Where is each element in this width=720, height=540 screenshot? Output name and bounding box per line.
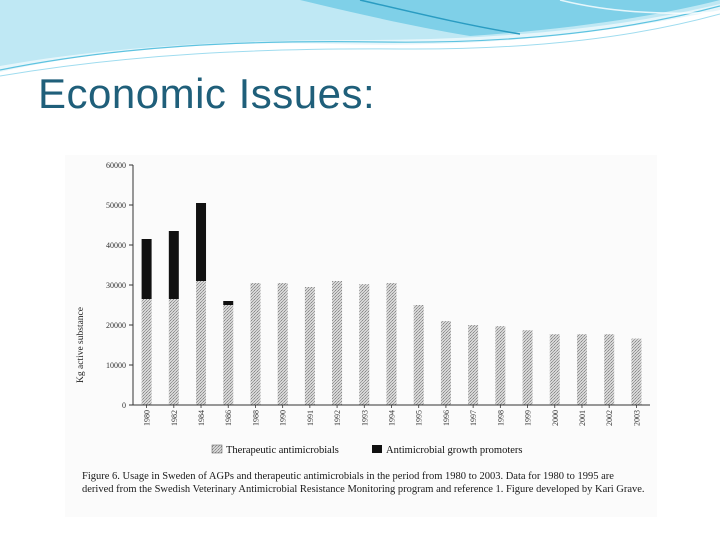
x-tick-label: 1988 <box>251 410 261 426</box>
x-tick-label: 1984 <box>197 410 207 426</box>
bar-growth-promoters <box>169 231 179 299</box>
y-tick-label: 60000 <box>106 161 126 170</box>
bar-chart <box>65 155 657 517</box>
x-tick-label: 1996 <box>441 410 451 426</box>
bar-therapeutic <box>604 334 614 405</box>
x-tick-label: 1982 <box>169 410 179 426</box>
y-axis-title: Kg active substance <box>76 307 86 383</box>
x-tick-label: 1995 <box>414 410 424 426</box>
bar-growth-promoters <box>223 301 233 305</box>
x-tick-label: 1990 <box>278 410 288 426</box>
bar-therapeutic <box>414 305 424 405</box>
legend <box>212 445 522 456</box>
x-tick-label: 1999 <box>523 410 533 426</box>
x-tick-label: 1991 <box>305 410 315 426</box>
x-tick-label: 1986 <box>224 410 234 426</box>
bar-therapeutic <box>441 321 451 405</box>
slide-title: Economic Issues: <box>38 70 376 117</box>
x-tick-label: 1992 <box>333 410 343 426</box>
legend-swatch-agp <box>372 445 382 453</box>
x-tick-label: 1994 <box>387 410 397 426</box>
bar-therapeutic <box>468 325 478 405</box>
bar-growth-promoters <box>196 203 206 281</box>
y-tick-label: 40000 <box>106 241 126 250</box>
bar-therapeutic <box>169 299 179 405</box>
x-tick-label: 1980 <box>142 410 152 426</box>
y-tick-label: 0 <box>122 401 126 410</box>
bar-therapeutic <box>250 283 260 405</box>
y-tick-label: 20000 <box>106 321 126 330</box>
bar-therapeutic <box>278 283 288 405</box>
figure-caption: Figure 6. Usage in Sweden of AGPs and therapeutic antimicrobials in the period from 1980 to 2003. Data for 1980 to 1995 are derived from the Swedish Veterinary Antimicrobial Resistance Monitoring program and reference 1. Figure developed by Kari Grave. <box>82 471 645 495</box>
bar-therapeutic <box>359 284 369 405</box>
y-tick-label: 10000 <box>106 361 126 370</box>
legend-swatch-therapeutic <box>212 445 222 453</box>
legend-label-therapeutic: Therapeutic antimicrobials <box>226 445 339 456</box>
bar-therapeutic <box>387 283 397 405</box>
bar-therapeutic <box>142 299 152 405</box>
x-tick-label: 2003 <box>632 410 642 426</box>
x-tick-label: 2002 <box>605 410 615 426</box>
header-wave-decoration <box>0 0 720 80</box>
x-tick-label: 1997 <box>469 410 479 426</box>
x-tick-label: 1993 <box>360 410 370 426</box>
bar-growth-promoters <box>142 239 152 299</box>
bar-therapeutic <box>550 334 560 405</box>
legend-label-agp: Antimicrobial growth promoters <box>386 445 523 456</box>
bar-therapeutic <box>196 281 206 405</box>
y-axis <box>106 161 133 410</box>
bar-therapeutic <box>631 339 641 405</box>
bar-therapeutic <box>332 281 342 405</box>
bar-therapeutic <box>223 305 233 405</box>
x-axis <box>133 405 650 426</box>
bar-therapeutic <box>523 330 533 405</box>
x-tick-label: 2000 <box>550 410 560 426</box>
bars <box>142 203 642 405</box>
y-tick-label: 30000 <box>106 281 126 290</box>
x-tick-label: 1998 <box>496 410 506 426</box>
y-tick-label: 50000 <box>106 201 126 210</box>
bar-therapeutic <box>577 334 587 405</box>
bar-therapeutic <box>495 326 505 405</box>
figure-image <box>65 155 657 517</box>
bar-therapeutic <box>305 287 315 405</box>
x-tick-label: 2001 <box>577 410 587 426</box>
